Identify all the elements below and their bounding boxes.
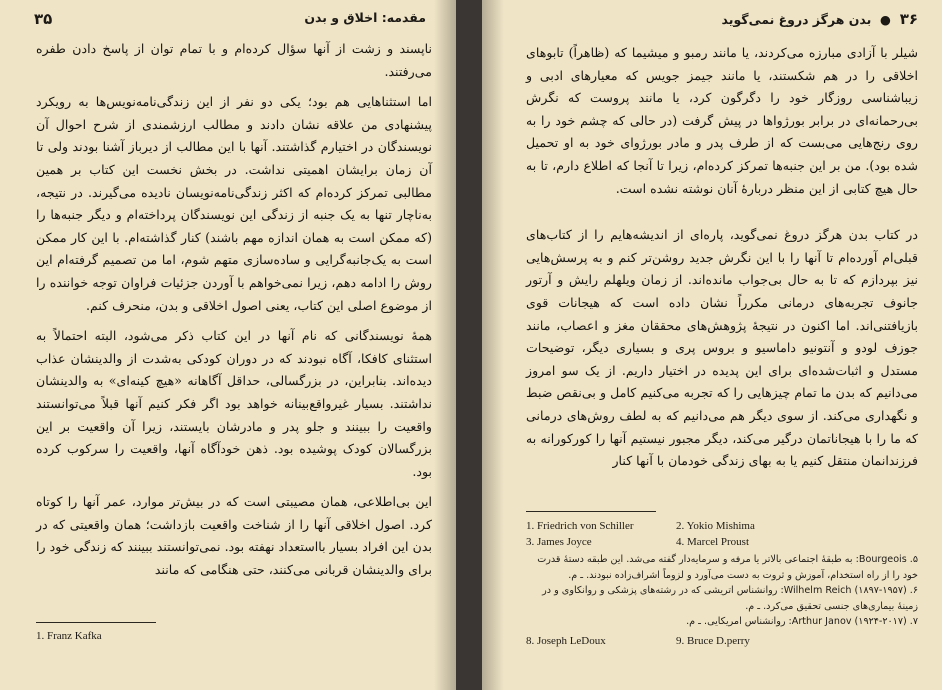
footnote: 3. James Joyce bbox=[526, 536, 592, 548]
gutter-shadow bbox=[482, 0, 504, 690]
left-page-header bbox=[34, 10, 426, 28]
left-page-number: ۳۵ bbox=[34, 10, 53, 28]
footnote: 2. Yokio Mishima bbox=[676, 520, 755, 532]
paragraph: همهٔ نویسندگانی که نام آنها در این کتاب ذکر می‌شود، البته احتمالاً به استثنای کافکا، آگاه نبودند که در دوران کودکی به‌شدت از والدینشان عذاب دیده‌اند. بنابراین، در بزرگسالی، حداقل آگاهانه «هیچ کینه‌ای» به والدینشان نداشتند. بسیار غیرواقع‌بینانه خواهد بود اگر فکر کنیم آنها قبلاً می‌توانستند واقعیت را ببینند و جلو پدر و مادرشان بایستند، زیرا آن واقعیت بر این بزرگسالان کودک پوشیده بود. ذهن خودآگاه آنها، واقعیت را سرکوب کرده بود. bbox=[36, 328, 432, 479]
footnotes-latin-top bbox=[526, 518, 826, 550]
footnote: 1. Franz Kafka bbox=[36, 630, 102, 642]
right-running-title: بدن هرگز دروغ نمی‌گوید bbox=[721, 12, 872, 27]
footnotes-latin-bottom bbox=[526, 633, 826, 649]
right-page-number: ۳۶ bbox=[899, 10, 918, 28]
footnote-line: زمینهٔ بیماری‌های جنسی تحقیق می‌کرد. ـ م. bbox=[745, 600, 918, 612]
footnotes-persian bbox=[522, 552, 918, 630]
paragraph: در کتاب بدن هرگز دروغ نمی‌گوید، پاره‌ای از اندیشه‌هایم را از کتاب‌های قبلی‌ام آورده‌ام تا آنها را با این نگرش جدید روشن‌تر کنم و به پرسش‌هایی نیز بپردازم که تا به حال بی‌جواب مانده‌اند. از زمان ویلهلم رایش و آرتور جانوف تجربه‌های درمانی مکرراً نشان داده است که هیجانات قوی بازیافتنی‌اند. اما اکنون در نتیجهٔ پژوهش‌های محققان مغز و اعصاب، مانند جوزف لودو و آنتونیو داماسیو و بروس پری و بسیاری دیگر، توضیحات مستدل و اثبات‌شده‌ای برای این پدیده در اختیار داریم. از یک سو امروز می‌دانیم که بدن ما تمام چیزهایی را که تجربه می‌کنیم کامل و بی‌نقص ضبط و نگهداری می‌کند. از سوی دیگر هم می‌دانیم که به لطف روش‌های درمانی که ما را با هیجاناتمان درگیر می‌کند، دیگر مجبور نیستیم آنها را کورکورانه به فرزندانمان منتقل کنیم یا به بهای زندگی خودمان با آنها کنار bbox=[526, 227, 918, 469]
footnote-line: ۶. Wilhelm Reich (۱۸۹۷-۱۹۵۷): روانشناس اتریشی که در رشته‌های پزشکی و روانکاوی و در bbox=[542, 585, 918, 596]
footnote-line: خود را از راه استخدام، آموزش و ثروت به دست می‌آورد و لزوماً اشراف‌زاده نبودند. ـ م. bbox=[568, 569, 918, 581]
left-body-text bbox=[36, 38, 432, 590]
footnote: 8. Joseph LeDoux bbox=[526, 635, 606, 647]
paragraph: ناپسند و زشت از آنها سؤال کرده‌ام و با تمام توان از پاسخ دادن طفره می‌رفتند. bbox=[36, 41, 432, 79]
footnote-line: ۵. Bourgeois: به طبقهٔ اجتماعی بالاتر یا مرفه و سرمایه‌دار گفته می‌شد. این طبقه دستهٔ قدرت bbox=[537, 554, 918, 565]
footnote-line: ۷. Arthur Janov (۱۹۲۴-۲۰۱۷): روانشناس امریکایی. ـ م. bbox=[686, 616, 918, 627]
footnote: 1. Friedrich von Schiller bbox=[526, 520, 634, 532]
footnote-rule bbox=[526, 511, 656, 512]
footnote-rule bbox=[36, 622, 156, 623]
paragraph: شیلر با آزادی مبارزه می‌کردند، یا مانند رمبو و میشیما که (ظاهراً) تابوهای اخلاقی را در هم شکستند، یا مانند جیمز جویس که معیارهای ادبی و زیباشناسی روزگار خود را دگرگون کرد، یا مانند پروست که نگرش بی‌رحمانه‌ای در برابر بورژواها در پیش گرفت (در حالی که چشم خود را به روی رنج‌هایی می‌بست که از طرف پدر و مادر بورژوای خود به او تحمیل شده بود). من بر این جنبه‌ها تمرکز کرده‌ام، زیرا تا آنجا که اطلاع دارم، تا به حال هیچ کتابی از این منظر دربارهٔ آنان نوشته نشده است. bbox=[526, 45, 918, 196]
footnote: 4. Marcel Proust bbox=[676, 536, 750, 548]
footnote: 9. Bruce D.perry bbox=[676, 635, 750, 647]
left-running-title: مقدمه: اخلاق و بدن bbox=[304, 10, 426, 25]
right-body-text bbox=[526, 42, 918, 481]
right-page-header: ۳۶ ● بدن هرگز دروغ نمی‌گوید bbox=[721, 10, 918, 28]
paragraph: این بی‌اطلاعی، همان مصیبتی است که در بیش‌تر موارد، عمر آنها را کوتاه کرد. اصول اخلاقی آنها را از شناخت واقعیت بازداشت؛ همان واقعیتی که در بدن این افراد بسیار بااستعداد نهفته بود. نمی‌توانستند ببینند که زندگی خود را برای والدینشان قربانی می‌کنند، حتی هنگامی که مانند bbox=[36, 494, 432, 578]
right-page bbox=[482, 0, 942, 690]
paragraph: اما استثناهایی هم بود؛ یکی دو نفر از این زندگی‌نامه‌نویس‌ها به رویکرد پیشنهادی من علاقه نشان دادند و مطالب ارزشمندی از شرح احوال آن نویسندگان در اختیارم گذاشتند. آنها با این مطالب از دیرباز آشنا بودند ولی تا آن زمان برایشان اهمیتی نداشت. در بخش نخست این کتاب بر همین مطالبی تمرکز کرده‌ام که اکثر زندگی‌نامه‌نویسان نادیده می‌گیرند. در نتیجه، به‌ناچار تنها به یک جنبه از زندگی این نویسندگان پرداخته‌ام و دیگر جنبه‌ها را (که ممکن است به همان اندازه مهم باشند) کنار گذاشته‌ام. با این کار ممکن است به یک‌جانبه‌گرایی و ساده‌سازی متهم شوم، اما من تصمیم گرفته‌ام این روش را ادامه دهم، زیرا نمی‌خواهم با آوردن جزئیات فراوان توجه خواننده را از موضوع اصلی این کتاب، یعنی اصول اخلاقی و بدن، منحرف کنم. bbox=[36, 94, 432, 313]
gutter-shadow bbox=[434, 0, 456, 690]
left-page bbox=[0, 0, 456, 690]
